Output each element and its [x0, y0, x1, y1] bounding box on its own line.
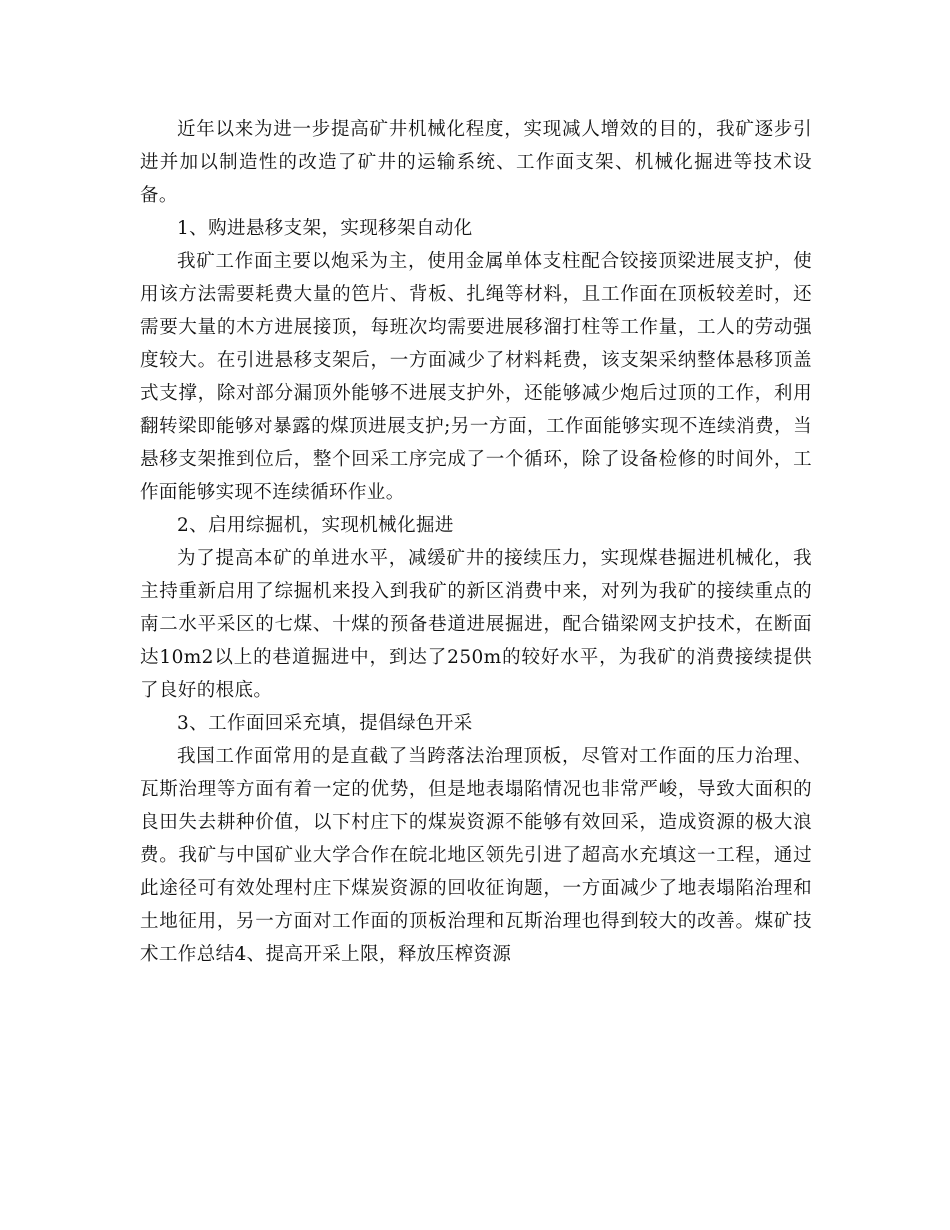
section-paragraph-1: 我矿工作面主要以炮采为主，使用金属单体支柱配合铰接顶梁进展支护，使用该方法需要耗费大量的笆片、背板、扎绳等材料，且工作面在顶板较差时，还需要大量的木方进展接顶，每班次均需要进展移溜打柱等工作量，工人的劳动强度较大。在引进悬移支架后，一方面减少了材料耗费，该支架采纳整体悬移顶盖式支撑，除对部分漏顶外能够不进展支护外，还能够减少炮后过顶的工作，利用翻转梁即能够对暴露的煤顶进展支护;另一方面，工作面能够实现不连续消费，当悬移支架推到位后，整个回采工序完成了一个循环，除了设备检修的时间外，工作面能够实现不连续循环作业。 [140, 251, 812, 503]
intro-paragraph: 近年以来为进一步提高矿井机械化程度，实现减人增效的目的，我矿逐步引进并加以制造性的改造了矿井的运输系统、工作面支架、机械化掘进等技术设备。 [140, 119, 812, 206]
section-heading-2: 2、启用综掘机，实现机械化掘进 [177, 515, 454, 536]
section-paragraph-3: 我国工作面常用的是直截了当跨落法治理顶板，尽管对工作面的压力治理、瓦斯治理等方面有着一定的优势，但是地表塌陷情况也非常严峻，导致大面积的良田失去耕种价值，以下村庄下的煤炭资源不能够有效回采，造成资源的极大浪费。我矿与中国矿业大学合作在皖北地区领先引进了超高水充填这一工程，通过此途径可有效处理村庄下煤炭资源的回收征询题，一方面减少了地表塌陷治理和土地征用，另一方面对工作面的顶板治理和瓦斯治理也得到较大的改善。煤矿技术工作总结4、提高开采上限，释放压榨资源 [140, 746, 812, 965]
section-heading-1: 1、购进悬移支架，实现移架自动化 [177, 218, 473, 239]
section-paragraph-2: 为了提高本矿的单进水平，减缓矿井的接续压力，实现煤巷掘进机械化，我主持重新启用了综掘机来投入到我矿的新区消费中来，对列为我矿的接续重点的南二水平采区的七煤、十煤的预备巷道进展掘进，配合锚梁网支护技术，在断面达10m2以上的巷道掘进中，到达了250m的较好水平，为我矿的消费接续提供了良好的根底。 [140, 548, 812, 701]
document-body [140, 113, 812, 971]
section-heading-3: 3、工作面回采充填，提倡绿色开采 [177, 713, 473, 734]
